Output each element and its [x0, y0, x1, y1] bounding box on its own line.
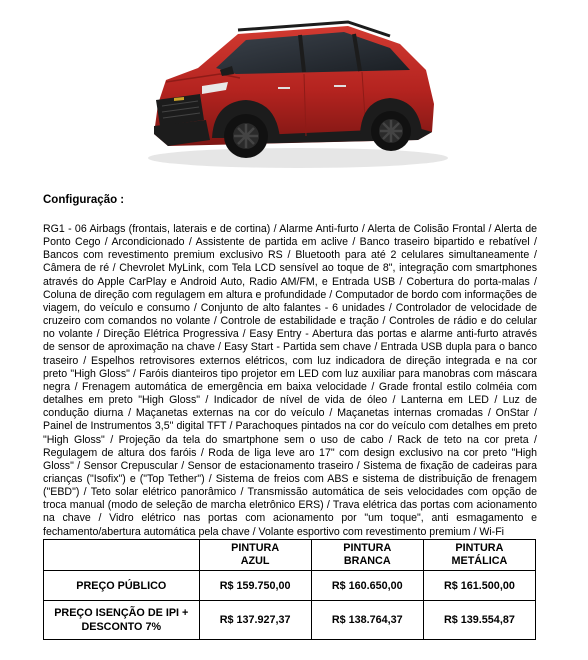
configuration-description: RG1 - 06 Airbags (frontais, laterais e de cortina) / Alarme Anti-furto / Alerta de Colisão Frontal / Alerta de Ponto Cego / Arcondicionado / Assistente de partida em aclive / Banco traseiro bipartido e rebatível / Bancos com revestimento premium exclusivo RS / Bluetooth para até 2 celulares simultaneamente / Câmera de ré / Chevrolet MyLink, com Tela LCD sensível ao toque de 8", integração com smartphones através do Apple CarPlay e Android Auto, Radio AM/FM, e Entrada USB / Cobertura do porta-malas / Coluna de direção com regulagem em altura e profundidade / Computador de bordo com informações de viagem, do veículo e consumo / Conjunto de alto falantes - 6 unidades / Controlador de velocidade de cruzeiro com comandos no volante / Controle de estabilidade e tração / Controles de rádio e do celular no volante / Direção Elétrica Progressiva / Easy Entry - Abertura das portas e alarme anti-furto através de sensor de aproximação na chave / Easy Start - Partida sem chave / Entrada USB dupla para o banco traseiro / Espelhos retrovisores externos elétricos, com luz indicadora de direção integrada e na cor preto "High Gloss" / Faróis dianteiros tipo projetor em LED com luz auxiliar para manobras com máscara negra / Frenagem automática de emergência em baixa velocidade / Grade frontal estilo colméia com detalhes em preto "High Gloss" / Indicador de nível de vida de óleo / Lanterna em LED / Luz de condução diurna / Maçanetas externas na cor do veículo / Maçanetas internas cromadas / OnStar / Painel de Instrumentos 3,5" digital TFT / Parachoques pintados na cor do veículo com detalhes em preto "High Gloss" / Projeção da tela do smartphone sem o uso de cabo / Rack de teto na cor preta / Regulagem de altura dos faróis / Roda de liga leve aro 17" com design exclusivo na cor preto "High Gloss" / Sensor Crepuscular / Sensor de estacionamento traseiro / Sistema de fixação de cadeiras para crianças ("Isofix") e ("Top Tether") / Sistema de freios com ABS e sistema de distribuição de frenagem ("EBD") / Teto solar elétrico panorâmico / Transmissão automática de seis velocidades com opção de troca manual (modo de seleção de marcha eletrônico ERS) / Trava elétrica das portas com acionamento na chave / Vidro elétrico nas portas com acionamento por "um toque", anti esmagamento e fechamento/abertura automática pela chave / Volante esportivo com revestimento premium / Wi-Fi	[43, 223, 537, 538]
row-label-line2: DESCONTO 7%	[81, 621, 162, 633]
header-metalica	[423, 540, 535, 571]
price-cell: R$ 139.554,87	[423, 601, 535, 640]
header-branca-line1: PINTURA	[343, 542, 392, 554]
price-table	[43, 539, 536, 640]
table-row	[44, 571, 536, 601]
header-azul	[199, 540, 311, 571]
row-label-preco-isencao	[44, 601, 200, 640]
table-row	[44, 601, 536, 640]
price-cell: R$ 160.650,00	[311, 571, 423, 601]
header-azul-line2: AZUL	[240, 555, 270, 567]
header-metalica-line1: PINTURA	[455, 542, 504, 554]
price-cell: R$ 138.764,37	[311, 601, 423, 640]
configuration-title: Configuração :	[43, 194, 125, 206]
price-cell: R$ 137.927,37	[199, 601, 311, 640]
header-metalica-line2: METÁLICA	[451, 555, 508, 567]
price-table-header	[44, 540, 536, 571]
header-azul-line1: PINTURA	[231, 542, 280, 554]
row-label-preco-publico: PREÇO PÚBLICO	[44, 571, 200, 601]
price-cell: R$ 159.750,00	[199, 571, 311, 601]
row-label-line1: PREÇO ISENÇÃO DE IPI +	[54, 607, 189, 619]
car-image	[128, 8, 448, 178]
header-branca	[311, 540, 423, 571]
header-branca-line2: BRANCA	[343, 555, 391, 567]
header-empty-cell	[44, 540, 200, 571]
price-cell: R$ 161.500,00	[423, 571, 535, 601]
